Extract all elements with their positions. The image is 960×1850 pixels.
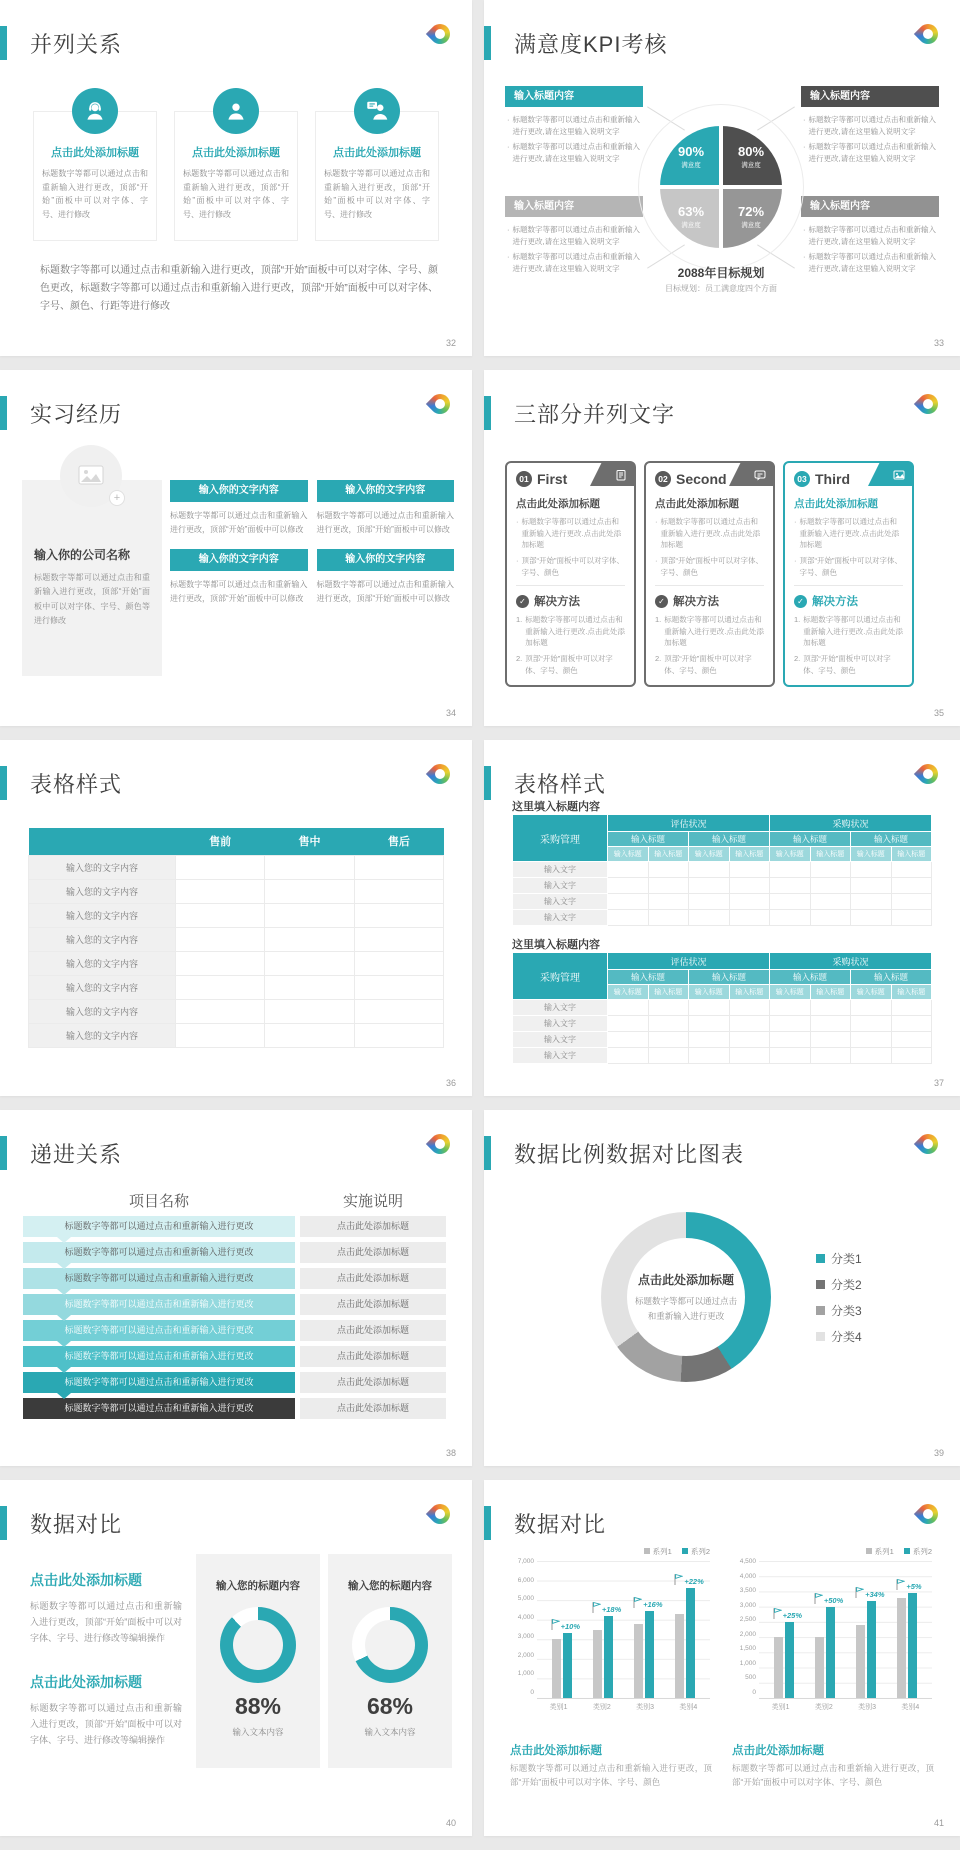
- slide-39[interactable]: [484, 1110, 960, 1466]
- legend-item: 分类3: [816, 1302, 862, 1319]
- table-subheader-row: 输入标题 输入标题 输入标题 输入标题 输入标题 输入标题 输入标题 输入标题: [513, 985, 932, 1000]
- note-bar: 点击此处添加标题: [300, 1320, 446, 1341]
- item-header: 输入你的文字内容: [170, 549, 308, 571]
- solution-title: 解决方法: [812, 596, 858, 609]
- page-number: 35: [933, 708, 944, 718]
- legend-item: 分类2: [816, 1276, 862, 1293]
- text-items-grid: [170, 480, 454, 606]
- bullet: · 标题数字等都可以通过点击和重新输入进行更改.点击此处添加标题: [516, 516, 625, 551]
- bullet: · 标题数字等都可以通过点击和重新输入进行更改,请在这里输入说明文字: [505, 251, 643, 274]
- brand-logo-icon: [426, 760, 454, 788]
- chevron-down-icon: [57, 1341, 71, 1347]
- slide-title: 三部分并列文字: [514, 402, 676, 427]
- bar-series1: [552, 1639, 561, 1698]
- slide-title: 表格样式: [30, 772, 123, 797]
- bar-series2: [906, 1581, 922, 1698]
- donut-chart: [352, 1607, 428, 1683]
- box-header: 输入标题内容: [801, 86, 939, 107]
- box-header: 输入标题内容: [505, 86, 643, 107]
- bar-group: [634, 1561, 663, 1698]
- progress-bar: 标题数字等都可以通过点击和重新输入进行更改: [23, 1216, 295, 1237]
- plot-area: [759, 1561, 932, 1699]
- bar-series1: [675, 1614, 684, 1698]
- progress-bar: 标题数字等都可以通过点击和重新输入进行更改: [23, 1346, 295, 1367]
- kpi-text-box: [505, 86, 643, 169]
- flag-marker: [813, 1592, 843, 1605]
- slide-38[interactable]: [0, 1110, 472, 1466]
- donut-center-title: 点击此处添加标题: [637, 1273, 734, 1288]
- caption-title: 点击此处添加标题: [732, 1745, 824, 1757]
- slide-title: 实习经历: [30, 402, 123, 427]
- simple-table: [28, 828, 444, 1048]
- growth-label: +34%: [865, 1589, 885, 1599]
- parallel-card: [33, 88, 157, 241]
- step-item: 2. 顶部“开始”面板中可以对字体、字号、颜色: [655, 654, 752, 675]
- percent-caption: 输入文本内容: [364, 1727, 416, 1737]
- slide-title: 数据对比: [514, 1512, 607, 1537]
- table-row: 输入文字: [513, 894, 932, 910]
- table-header-cell: 售前: [176, 828, 265, 855]
- section-title: 这里填入标题内容: [512, 801, 600, 813]
- bar-group: [815, 1561, 844, 1698]
- table-row: 输入文字: [513, 1032, 932, 1048]
- item-header: 输入你的文字内容: [170, 480, 308, 502]
- pie-caption-sub: 目标规划：员工满意度四个方面: [665, 284, 777, 293]
- legend-swatch: [904, 1548, 910, 1554]
- brand-logo-icon: [426, 1130, 454, 1158]
- card-title: 输入您的标题内容: [348, 1580, 432, 1592]
- table-row: 输入文字: [513, 910, 932, 926]
- company-name: 输入你的公司名称: [34, 548, 131, 562]
- caption-title: 点击此处添加标题: [510, 1745, 602, 1757]
- legend-item: 系列1: [866, 1546, 894, 1557]
- table-header-row: [29, 828, 444, 855]
- item-body: 标题数字等都可以通过点击和重新输入进行更改，顶部“开始”面板中可以修改: [170, 511, 308, 534]
- table-header-cell: [29, 828, 176, 855]
- bullet: · 标题数字等都可以通过点击和重新输入进行更改,请在这里输入说明文字: [505, 114, 643, 137]
- step-item: 2. 顶部“开始”面板中可以对字体、字号、颜色: [516, 654, 613, 675]
- y-axis: 4,500 4,000 3,500 3,000 2,500 2,000 1,500 1,000 500 0: [739, 1558, 756, 1696]
- bullet: · 标题数字等都可以通过点击和重新输入进行更改,请在这里输入说明文字: [801, 114, 939, 137]
- bullet: · 标题数字等都可以通过点击和重新输入进行更改.点击此处添加标题: [794, 516, 903, 551]
- table-subheader-row: 输入标题 输入标题 输入标题 输入标题 输入标题 输入标题 输入标题 输入标题: [513, 847, 932, 862]
- page-number: 33: [933, 338, 944, 348]
- bullet: · 标题数字等都可以通过点击和重新输入进行更改.点击此处添加标题: [655, 516, 764, 551]
- flag-marker: [550, 1618, 580, 1631]
- title-accent-bar: [484, 396, 491, 430]
- flag-marker: [591, 1601, 621, 1614]
- table-row: 输入您的文字内容: [29, 927, 444, 951]
- progress-bar: 标题数字等都可以通过点击和重新输入进行更改: [23, 1242, 295, 1263]
- chevron-down-icon: [57, 1289, 71, 1295]
- pie-caption-title: 2088年目标规划: [677, 266, 765, 280]
- percent-value: 68%: [366, 1693, 414, 1719]
- table-row: 输入文字: [513, 1000, 932, 1016]
- box-header: 输入标题内容: [505, 196, 643, 217]
- table-row: 输入您的文字内容: [29, 1023, 444, 1047]
- block-title: 点击此处添加标题: [30, 1572, 142, 1588]
- title-accent-bar: [0, 1136, 7, 1170]
- bar-group: [675, 1561, 704, 1698]
- table-row: 输入文字: [513, 878, 932, 894]
- bullet: · 标题数字等都可以通过点击和重新输入进行更改,请在这里输入说明文字: [801, 141, 939, 164]
- brand-logo-icon: [426, 1500, 454, 1528]
- step-name: First: [537, 471, 568, 487]
- growth-label: +22%: [684, 1577, 704, 1587]
- page-number: 37: [933, 1078, 944, 1088]
- flag-marker: [854, 1586, 884, 1599]
- legend-swatch: [816, 1332, 825, 1341]
- headset-person-icon: [72, 88, 118, 134]
- person-icon: [213, 88, 259, 134]
- bar-series2: [643, 1599, 663, 1698]
- slide-title: 数据对比: [30, 1512, 123, 1537]
- chart-legend: [816, 1250, 862, 1354]
- table-row: 输入您的文字内容: [29, 975, 444, 999]
- card-body: 标题数字等都可以通过点击和重新输入进行更改，顶部“开始”面板中可以对字体、字号、进行修改: [324, 169, 430, 219]
- legend-item: 分类1: [816, 1250, 862, 1267]
- growth-label: +10%: [560, 1622, 581, 1632]
- kpi-value: 72% 满意度: [737, 204, 765, 229]
- progress-bar: 标题数字等都可以通过点击和重新输入进行更改: [23, 1398, 295, 1419]
- step-item: 1. 标题数字等都可以通过点击和重新输入进行更改.点击此处添加标题: [516, 615, 625, 648]
- bar-series1: [634, 1624, 643, 1698]
- chevron-down-icon: [57, 1263, 71, 1269]
- card-title: 输入您的标题内容: [216, 1580, 300, 1592]
- note-bar: 点击此处添加标题: [300, 1216, 446, 1237]
- chart-legend: [510, 1546, 710, 1556]
- table-row: 输入您的文字内容: [29, 855, 444, 879]
- progress-bar: 标题数字等都可以通过点击和重新输入进行更改: [23, 1372, 295, 1393]
- bullet: · 顶部“开始”面板中可以对字体、字号、颜色: [655, 555, 764, 578]
- divider: [794, 585, 903, 586]
- chevron-down-icon: [57, 1315, 71, 1321]
- add-image-icon: +: [109, 490, 125, 506]
- bar-series2: [601, 1604, 622, 1698]
- item-header: 输入你的文字内容: [317, 549, 455, 571]
- legend-swatch: [644, 1548, 650, 1554]
- growth-label: +16%: [643, 1599, 663, 1609]
- slide-title: 表格样式: [514, 772, 607, 797]
- legend-swatch: [816, 1280, 825, 1289]
- table-subheader-row: 输入标题 输入标题 输入标题 输入标题: [513, 832, 932, 847]
- text-item: [170, 549, 308, 606]
- note-bar: 点击此处添加标题: [300, 1294, 446, 1315]
- card-title: 点击此处添加标题: [51, 147, 139, 159]
- title-accent-bar: [484, 766, 491, 800]
- bar-group: [593, 1561, 622, 1698]
- title-accent-bar: [484, 1506, 491, 1540]
- flag-marker: [772, 1607, 802, 1620]
- page-number: 36: [445, 1078, 456, 1088]
- flag-marker: [895, 1578, 921, 1591]
- flag-marker: [632, 1596, 662, 1609]
- bullet: · 标题数字等都可以通过点击和重新输入进行更改,请在这里输入说明文字: [801, 224, 939, 247]
- brand-logo-icon: [426, 20, 454, 48]
- caption-body: 标题数字等都可以通过点击和重新输入进行更改，顶部“开始”面板中可以对字体、字号、颜色: [510, 1763, 712, 1788]
- solution-title: 解决方法: [673, 596, 719, 609]
- bar-series2: [823, 1595, 844, 1698]
- text-item: [170, 480, 308, 537]
- chevron-down-icon: [57, 1393, 71, 1399]
- page-number: 41: [933, 1818, 944, 1828]
- step-item: 2. 顶部“开始”面板中可以对字体、字号、颜色: [794, 654, 891, 675]
- plot-area: [537, 1561, 710, 1699]
- bar-series1: [897, 1598, 906, 1698]
- table-header-cell: 售后: [354, 828, 443, 855]
- table-header-row: 采购管理 评估状况 采购状况: [513, 953, 932, 970]
- table-subheader-row: 输入标题 输入标题 输入标题 输入标题: [513, 970, 932, 985]
- card-heading: 点击此处添加标题: [655, 498, 739, 510]
- x-axis: 类别1 类别2 类别3 类别4: [549, 1704, 698, 1711]
- item-header: 输入你的文字内容: [317, 480, 455, 502]
- slide-35[interactable]: [484, 370, 960, 726]
- card-heading: 点击此处添加标题: [794, 498, 878, 510]
- note-bar: 点击此处添加标题: [300, 1268, 446, 1289]
- donut-center-body: 标题数字等都可以通过点击和重新输入进行更改: [635, 1296, 738, 1321]
- slide-title: 满意度KPI考核: [514, 32, 668, 57]
- slide-41[interactable]: [484, 1480, 960, 1836]
- text-item: [317, 549, 455, 606]
- table-row: 输入文字: [513, 1048, 932, 1064]
- slide-33[interactable]: [484, 0, 960, 356]
- step-card-third: [783, 461, 914, 687]
- chevron-down-icon: [57, 1237, 71, 1243]
- flag-marker: [673, 1573, 703, 1586]
- bullet: · 顶部“开始”面板中可以对字体、字号、颜色: [516, 555, 625, 578]
- brand-logo-icon: [914, 1500, 942, 1528]
- bullet: · 顶部“开始”面板中可以对字体、字号、颜色: [794, 555, 903, 578]
- table-row: 输入您的文字内容: [29, 999, 444, 1023]
- page-number: 38: [445, 1448, 456, 1458]
- chart-legend: [732, 1546, 932, 1556]
- card-body: 标题数字等都可以通过点击和重新输入进行更改，顶部“开始”面板中可以对字体、字号、进行修改: [42, 169, 148, 219]
- legend-item: 系列2: [904, 1546, 932, 1557]
- box-header: 输入标题内容: [801, 196, 939, 217]
- image-placeholder-icon: [60, 445, 122, 507]
- title-accent-bar: [0, 1506, 7, 1540]
- card-body: 标题数字等都可以通过点击和重新输入进行更改，顶部“开始”面板中可以对字体、字号、进行修改: [183, 169, 289, 219]
- bar-group: [897, 1561, 922, 1698]
- kpi-text-box: [801, 86, 939, 169]
- percent-caption: 输入文本内容: [232, 1727, 284, 1737]
- table-row: 输入文字: [513, 862, 932, 878]
- bar-series2: [560, 1622, 581, 1698]
- note-bar: 点击此处添加标题: [300, 1242, 446, 1263]
- title-accent-bar: [484, 1136, 491, 1170]
- slide-title: 递进关系: [30, 1142, 123, 1167]
- brand-logo-icon: [914, 1130, 942, 1158]
- grouped-table: [512, 814, 932, 926]
- kpi-value: 80% 满意度: [737, 144, 765, 169]
- bar-group: [774, 1561, 803, 1698]
- legend-swatch: [682, 1548, 688, 1554]
- bullet: · 标题数字等都可以通过点击和重新输入进行更改,请在这里输入说明文字: [505, 224, 643, 247]
- bar-group: [856, 1561, 885, 1698]
- table-row: 输入您的文字内容: [29, 951, 444, 975]
- title-accent-bar: [0, 396, 7, 430]
- chevron-down-icon: [57, 1367, 71, 1373]
- slide-title: 并列关系: [30, 32, 123, 57]
- parallel-card: [315, 88, 439, 241]
- step-card-second: [644, 461, 775, 687]
- slide-40[interactable]: [0, 1480, 472, 1836]
- kpi-card: [196, 1554, 320, 1768]
- column-header-right: 实施说明: [342, 1193, 403, 1210]
- bar-series2: [865, 1589, 885, 1698]
- slide-32[interactable]: [0, 0, 472, 356]
- bar-chart-panel: [732, 1546, 932, 1712]
- step-card-first: [505, 461, 636, 687]
- note-bar: 点击此处添加标题: [300, 1398, 446, 1419]
- table-row: 输入文字: [513, 1016, 932, 1032]
- item-body: 标题数字等都可以通过点击和重新输入进行更改，顶部“开始”面板中可以修改: [170, 580, 308, 603]
- text-item: [317, 480, 455, 537]
- text-block: [30, 1570, 182, 1647]
- bar-series1: [856, 1625, 865, 1698]
- presenter-icon: [354, 88, 400, 134]
- footer-paragraph: 标题数字等都可以通过点击和重新输入进行更改，顶部“开始”面板中可以对字体、字号、颜色更改，标题数字等都可以通过点击和重新输入进行更改，顶部“开始”面板中可以对字体、字号、颜色、行距等进行修改: [40, 265, 438, 312]
- block-body: 标题数字等都可以通过点击和重新输入进行更改，顶部“开始”面板中可以对字体、字号、进行修改等编辑操作: [30, 1703, 182, 1746]
- company-box: [22, 480, 162, 676]
- solution-title: 解决方法: [534, 596, 580, 609]
- growth-label: +5%: [906, 1581, 922, 1591]
- card-heading: 点击此处添加标题: [516, 498, 600, 510]
- donut-center: [627, 1238, 745, 1356]
- parallel-card: [174, 88, 298, 241]
- legend-swatch: [816, 1254, 825, 1263]
- y-axis: 7,000 6,000 5,000 4,000 3,000 2,000 1,000 0: [517, 1558, 534, 1696]
- bar-chart-panel: [510, 1546, 710, 1712]
- step-number-badge: 01: [516, 471, 532, 487]
- slide-title: 数据比例数据对比图表: [514, 1142, 745, 1167]
- bar-group: [552, 1561, 581, 1698]
- check-icon: ✓: [516, 595, 529, 608]
- table-header-cell: 售中: [265, 828, 354, 855]
- step-name: Third: [815, 471, 850, 487]
- page-number: 39: [933, 1448, 944, 1458]
- caption-body: 标题数字等都可以通过点击和重新输入进行更改，顶部“开始”面板中可以对字体、字号、颜色: [732, 1763, 934, 1788]
- kpi-value: 90% 满意度: [677, 144, 705, 169]
- step-name: Second: [676, 471, 727, 487]
- step-item: 1. 标题数字等都可以通过点击和重新输入进行更改.点击此处添加标题: [794, 615, 903, 648]
- block-title: 点击此处添加标题: [30, 1674, 142, 1690]
- legend-swatch: [816, 1306, 825, 1315]
- step-number-badge: 02: [655, 471, 671, 487]
- progress-bar: 标题数字等都可以通过点击和重新输入进行更改: [23, 1294, 295, 1315]
- column-header-left: 项目名称: [128, 1193, 189, 1210]
- step-item: 1. 标题数字等都可以通过点击和重新输入进行更改.点击此处添加标题: [655, 615, 764, 648]
- table-header-row: 采购管理 评估状况 采购状况: [513, 815, 932, 832]
- table-row: 输入您的文字内容: [29, 879, 444, 903]
- percent-value: 88%: [234, 1693, 282, 1719]
- title-accent-bar: [0, 26, 7, 60]
- legend-item: 系列1: [644, 1546, 672, 1557]
- block-body: 标题数字等都可以通过点击和重新输入进行更改，顶部“开始”面板中可以对字体、字号、进行修改等编辑操作: [30, 1601, 182, 1644]
- card-title: 点击此处添加标题: [192, 147, 280, 159]
- bar-series2: [684, 1577, 704, 1698]
- brand-logo-icon: [914, 760, 942, 788]
- company-body: 标题数字等都可以通过点击和重新输入进行更改，顶部“开始”面板中可以对字体、字号、颜色等进行修改: [34, 573, 150, 626]
- table-row: 输入您的文字内容: [29, 903, 444, 927]
- legend-item: 系列2: [682, 1546, 710, 1557]
- item-body: 标题数字等都可以通过点击和重新输入进行更改，顶部“开始”面板中可以修改: [316, 511, 454, 534]
- page-number: 40: [445, 1818, 456, 1828]
- card-title: 点击此处添加标题: [333, 147, 421, 159]
- kpi-value: 63% 满意度: [677, 204, 705, 229]
- divider: [516, 585, 625, 586]
- parallel-cards: [33, 88, 439, 241]
- legend-item: 分类4: [816, 1328, 862, 1345]
- kpi-card: [328, 1554, 452, 1768]
- slide-34[interactable]: [0, 370, 472, 726]
- note-bar: 点击此处添加标题: [300, 1372, 446, 1393]
- divider: [655, 585, 764, 586]
- bar-series2: [782, 1610, 803, 1698]
- step-number-badge: 03: [794, 471, 810, 487]
- growth-label: +50%: [823, 1595, 844, 1605]
- bullet: · 标题数字等都可以通过点击和重新输入进行更改,请在这里输入说明文字: [505, 141, 643, 164]
- bar-series1: [815, 1637, 824, 1698]
- brand-logo-icon: [426, 390, 454, 418]
- bar-series1: [593, 1630, 602, 1699]
- slide-36[interactable]: [0, 740, 472, 1096]
- text-block: [30, 1672, 182, 1749]
- item-body: 标题数字等都可以通过点击和重新输入进行更改，顶部“开始”面板中可以修改: [316, 580, 454, 603]
- growth-label: +25%: [782, 1610, 803, 1620]
- x-axis: 类别1 类别2 类别3 类别4: [771, 1704, 920, 1711]
- progress-bar: 标题数字等都可以通过点击和重新输入进行更改: [23, 1320, 295, 1341]
- check-icon: ✓: [655, 595, 668, 608]
- progress-bar: 标题数字等都可以通过点击和重新输入进行更改: [23, 1268, 295, 1289]
- legend-swatch: [866, 1548, 872, 1554]
- check-icon: ✓: [794, 595, 807, 608]
- donut-chart: [220, 1607, 296, 1683]
- brand-logo-icon: [914, 20, 942, 48]
- title-accent-bar: [484, 26, 491, 60]
- page-number: 34: [445, 708, 456, 718]
- bar-series1: [774, 1637, 783, 1698]
- slide-37[interactable]: [484, 740, 960, 1096]
- growth-label: +18%: [601, 1604, 622, 1614]
- section-title: 这里填入标题内容: [512, 939, 600, 951]
- bullet: · 标题数字等都可以通过点击和重新输入进行更改,请在这里输入说明文字: [801, 251, 939, 274]
- page-number: 32: [445, 338, 456, 348]
- title-accent-bar: [0, 766, 7, 800]
- grouped-table: [512, 952, 932, 1064]
- note-bar: 点击此处添加标题: [300, 1346, 446, 1367]
- brand-logo-icon: [914, 390, 942, 418]
